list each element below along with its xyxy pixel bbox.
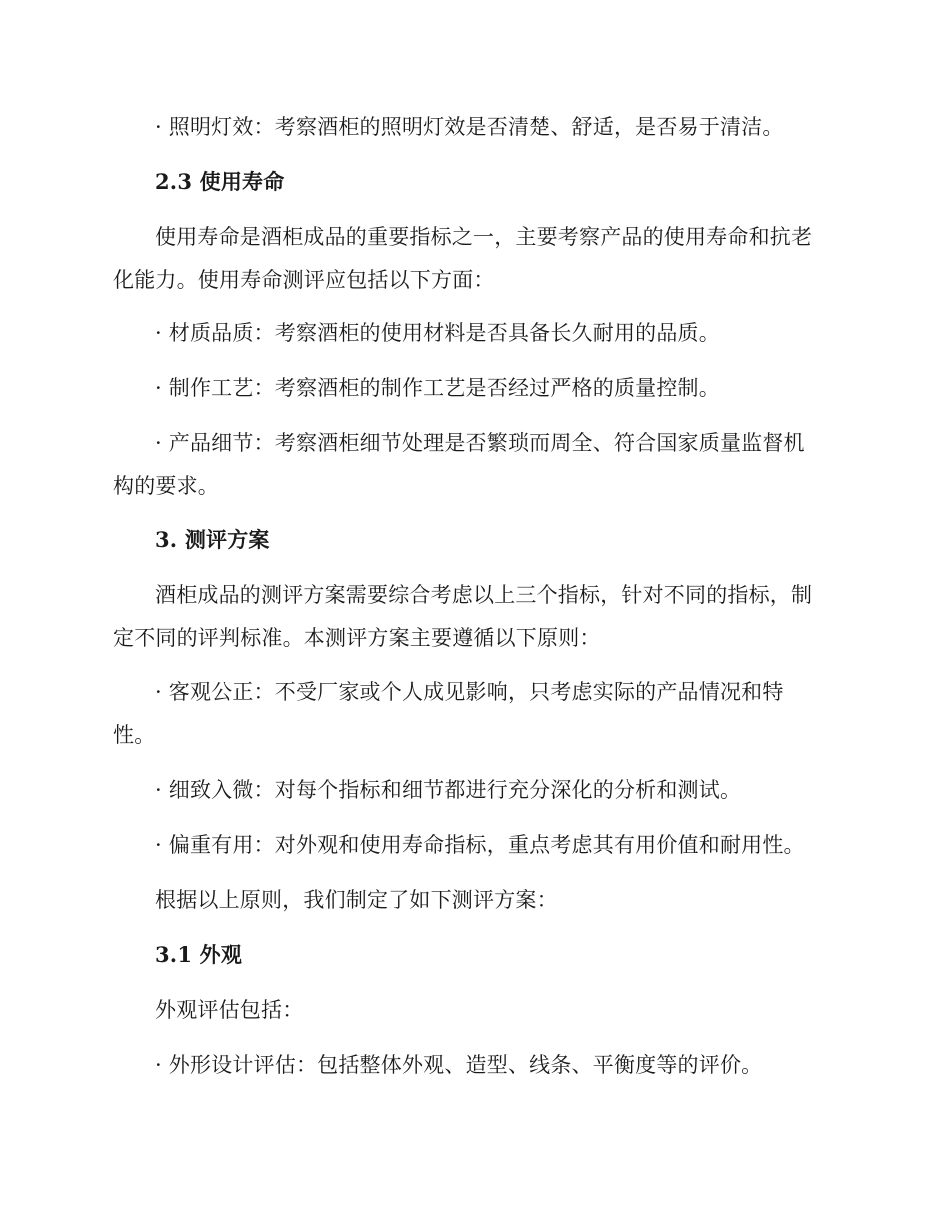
bullet-lighting-effect: · 照明灯效：考察酒柜的照明灯效是否清楚、舒适，是否易于清洁。 [155,115,784,139]
bullet-shape-design: · 外形设计评估：包括整体外观、造型、线条、平衡度等的评价。 [155,1053,763,1077]
paragraph-appearance-intro: 外观评估包括： [155,998,304,1022]
section-heading-2-3: 2.3 使用寿命 [155,169,285,194]
paragraph-plan-line-1: 酒柜成品的测评方案需要综合考虑以上三个指标，针对不同的指标，制 [155,583,813,607]
paragraph-plan-intro: 根据以上原则，我们制定了如下测评方案： [155,888,558,912]
paragraph-lifespan-line-1: 使用寿命是酒柜成品的重要指标之一，主要考察产品的使用寿命和抗老 [155,225,813,249]
section-heading-3-1: 3.1 外观 [155,942,243,967]
bullet-material-quality: · 材质品质：考察酒柜的使用材料是否具备长久耐用的品质。 [155,321,720,345]
bullet-objective-line-1: · 客观公正：不受厂家或个人成见影响，只考虑实际的产品情况和特 [155,680,784,704]
bullet-practical-focus: · 偏重有用：对外观和使用寿命指标，重点考虑其有用价值和耐用性。 [155,833,805,857]
section-heading-3: 3. 测评方案 [155,527,270,552]
bullet-product-detail-line-1: · 产品细节：考察酒柜细节处理是否繁琐而周全、符合国家质量监督机 [155,431,805,455]
bullet-product-detail-line-2: 构的要求。 [113,474,219,498]
bullet-craftsmanship: · 制作工艺：考察酒柜的制作工艺是否经过严格的质量控制。 [155,376,720,400]
bullet-objective-line-2: 性。 [113,723,156,747]
paragraph-lifespan-line-2: 化能力。使用寿命测评应包括以下方面： [113,268,495,292]
bullet-meticulous: · 细致入微：对每个指标和细节都进行充分深化的分析和测试。 [155,778,742,802]
paragraph-plan-line-2: 定不同的评判标准。本测评方案主要遵循以下原则： [113,626,601,650]
